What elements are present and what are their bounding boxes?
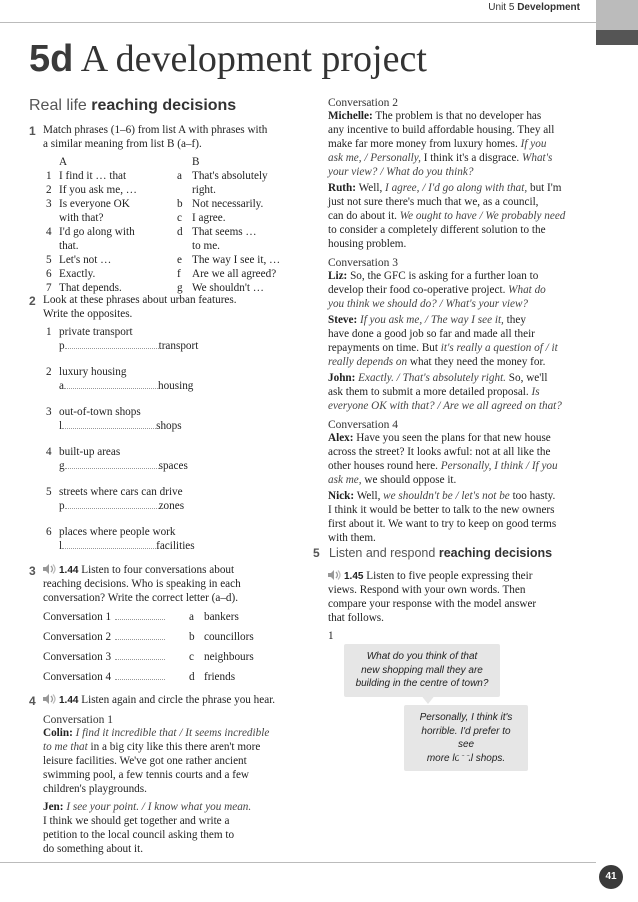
ex3-option-text: councillors bbox=[204, 631, 254, 643]
colin-choice-2[interactable]: to me that bbox=[43, 741, 88, 753]
ex1-instruction-2: a similar meaning from list B (a–f). bbox=[43, 138, 202, 150]
ex1-head-a: A bbox=[59, 156, 68, 168]
michelle-text-3: make far more money from luxury homes. bbox=[328, 138, 518, 150]
ex2-number: 2 bbox=[29, 294, 36, 308]
alex-choice-b[interactable]: ask me, bbox=[328, 474, 362, 486]
ex2-answer-line bbox=[59, 420, 182, 434]
conv3-line10 bbox=[328, 400, 562, 414]
audio-icon[interactable] bbox=[43, 564, 56, 574]
conv1-colin-line4: swimming pool, a few tennis courts and a few bbox=[43, 769, 249, 781]
conv3-line7 bbox=[328, 356, 545, 370]
ex2-item-number: 6 bbox=[46, 526, 52, 538]
ex2-item-phrase: out-of-town shops bbox=[59, 406, 141, 418]
unit-label bbox=[488, 2, 580, 14]
list-b-phrase: That seems … bbox=[192, 226, 257, 238]
ex3-number: 3 bbox=[29, 564, 36, 578]
john-choice-2a[interactable]: Is bbox=[531, 386, 540, 398]
ex3-instruction-2: reaching decisions. Who is speaking in each bbox=[43, 578, 241, 590]
list-b-phrase: We shouldn't … bbox=[192, 282, 264, 294]
ex5-instr1-text: Listen to five people expressing their bbox=[366, 570, 533, 582]
john-choice-2b[interactable]: everyone OK with that? / Are we all agreed on that? bbox=[328, 400, 562, 412]
list-a-number: 5 bbox=[46, 254, 52, 266]
ex3-conversation-label: Conversation 2 bbox=[43, 631, 112, 643]
conv3-line9 bbox=[328, 386, 540, 400]
ex4-number: 4 bbox=[29, 694, 36, 708]
ex3-conversation-row bbox=[43, 611, 165, 625]
conv4-line6: I think it would be better to talk to the new owners bbox=[328, 504, 555, 516]
conv1-colin-line1 bbox=[43, 727, 269, 741]
ex3-answer-blank[interactable] bbox=[115, 671, 165, 680]
michelle-choice-1a[interactable]: If you bbox=[520, 138, 547, 150]
ex4-instr-text: Listen again and circle the phrase you hear. bbox=[81, 694, 276, 706]
conv3-line8 bbox=[328, 372, 547, 386]
ex2-item-phrase: luxury housing bbox=[59, 366, 127, 378]
ex2-blank[interactable] bbox=[62, 540, 156, 549]
conv4-line3 bbox=[328, 460, 558, 474]
ruth-text-2: but I'm bbox=[529, 182, 562, 194]
ex2-rest-word: zones bbox=[158, 500, 185, 512]
list-b-phrase-cont: to me. bbox=[192, 240, 220, 252]
list-b-letter: a bbox=[177, 170, 182, 182]
colin-choice-1[interactable]: I find it incredible that / It seems incredible bbox=[75, 727, 270, 739]
ex2-blank[interactable] bbox=[64, 380, 158, 389]
ex5-instruction-1 bbox=[328, 570, 532, 584]
bubble1-line2: new shopping mall they are bbox=[361, 664, 483, 676]
ex3-conversation-row bbox=[43, 631, 165, 645]
list-a-phrase: Let's not … bbox=[59, 254, 112, 266]
list-a-phrase-cont: that. bbox=[59, 240, 79, 252]
conv4-line4 bbox=[328, 474, 456, 488]
michelle-text-1: The problem is that no developer has bbox=[375, 110, 542, 122]
steve-text-3: repayments on time. But bbox=[328, 342, 438, 354]
real-life-label: Real life bbox=[29, 97, 87, 114]
ex2-first-letter: p bbox=[59, 340, 65, 352]
alex-text-1: Have you seen the plans for that new house bbox=[356, 432, 551, 444]
conv2-line10: housing problem. bbox=[328, 238, 407, 250]
ex5-track: 1.45 bbox=[344, 571, 364, 582]
speaker-nick: Nick: bbox=[328, 490, 355, 502]
ex3-option-letter: a bbox=[189, 611, 194, 623]
ex2-item-number: 3 bbox=[46, 406, 52, 418]
ex3-conversation-label: Conversation 1 bbox=[43, 611, 112, 623]
list-a-phrase: I find it … that bbox=[59, 170, 127, 182]
ex2-first-letter: l bbox=[59, 540, 63, 552]
speaker-colin: Colin: bbox=[43, 727, 73, 739]
ex3-option-text: bankers bbox=[204, 611, 239, 623]
list-b-phrase: The way I see it, … bbox=[192, 254, 281, 266]
john-text-1: So, we'll bbox=[508, 372, 548, 384]
list-a-number: 4 bbox=[46, 226, 52, 238]
ex3-instruction-3: conversation? Write the correct letter (a–d). bbox=[43, 592, 239, 604]
header-rule bbox=[0, 22, 596, 23]
ex5-head-topic: reaching decisions bbox=[438, 546, 553, 560]
ex2-answer-line bbox=[59, 460, 188, 474]
ex5-instruction-4: that follows. bbox=[328, 612, 384, 624]
page-number: 41 bbox=[599, 865, 623, 889]
list-b-phrase: Are we all agreed? bbox=[192, 268, 277, 280]
michelle-text-4: I think it's a disgrace. bbox=[423, 152, 520, 164]
ex2-first-letter: l bbox=[59, 420, 63, 432]
list-a-number: 2 bbox=[46, 184, 52, 196]
ex2-instruction-1: Look at these phrases about urban features. bbox=[43, 294, 237, 306]
list-b-phrase: I agree. bbox=[192, 212, 226, 224]
alex-text-3: other houses round here. bbox=[328, 460, 438, 472]
liz-text-2: develop their food co-operative project. bbox=[328, 284, 506, 296]
speaker-jen: Jen: bbox=[43, 801, 64, 813]
nick-text-1: Well, bbox=[356, 490, 381, 502]
ex2-first-letter: g bbox=[59, 460, 65, 472]
liz-text-1: So, the GFC is asking for a further loan to bbox=[350, 270, 539, 282]
ex5-instruction-3: compare your response with the model answer bbox=[328, 598, 537, 610]
audio-icon[interactable] bbox=[43, 694, 56, 704]
ex3-track: 1.44 bbox=[59, 565, 79, 576]
conv3-line2 bbox=[328, 284, 546, 298]
michelle-choice-2a[interactable]: What's bbox=[522, 152, 553, 164]
ruth-text-1: Well, bbox=[358, 182, 383, 194]
conv1-jen-line1 bbox=[43, 801, 251, 815]
steve-choice-2a[interactable]: it's really a question of / it bbox=[440, 342, 558, 354]
bubble2-line3: more local shops. bbox=[426, 752, 506, 764]
list-a-phrase: Is everyone OK bbox=[59, 198, 130, 210]
list-a-phrase: Exactly. bbox=[59, 268, 96, 280]
conv1-jen-line4: do something about it. bbox=[43, 843, 144, 855]
real-life-topic: reaching decisions bbox=[91, 97, 237, 114]
list-a-phrase: That depends. bbox=[59, 282, 122, 294]
ex2-first-letter: p bbox=[59, 500, 65, 512]
speaker-liz: Liz: bbox=[328, 270, 348, 282]
lesson-number: 5d bbox=[29, 38, 74, 80]
bubble2-tail bbox=[456, 756, 472, 766]
steve-choice-1[interactable]: If you ask me, / The way I see it, bbox=[360, 314, 504, 326]
ex3-answer-blank[interactable] bbox=[115, 611, 165, 620]
bubble1-line1: What do you think of that bbox=[366, 651, 478, 662]
jen-choice[interactable]: I see your point. / I know what you mean. bbox=[66, 801, 252, 813]
real-life-heading bbox=[29, 96, 236, 116]
conv1-jen-line3: petition to the local council asking them to bbox=[43, 829, 235, 841]
alex-text-4: we should oppose it. bbox=[364, 474, 457, 486]
michelle-choice-1b[interactable]: ask me, / Personally, bbox=[328, 152, 421, 164]
liz-choice-a[interactable]: What do bbox=[508, 284, 546, 296]
ex2-rest-word: transport bbox=[158, 340, 199, 352]
list-a-number: 1 bbox=[46, 170, 52, 182]
conv3-line4 bbox=[328, 314, 526, 328]
list-b-letter: d bbox=[177, 226, 183, 238]
audio-icon[interactable] bbox=[328, 570, 341, 580]
bubble1-line3: building in the centre of town? bbox=[355, 678, 489, 689]
conv2-line4 bbox=[328, 152, 552, 166]
ex2-blank[interactable] bbox=[65, 340, 159, 349]
conv2-line3 bbox=[328, 138, 546, 152]
list-b-phrase: Not necessarily. bbox=[192, 198, 264, 210]
conv3-line1 bbox=[328, 270, 538, 284]
conv3-line3 bbox=[328, 298, 528, 312]
ruth-choice-2[interactable]: We ought to have / We probably need bbox=[399, 210, 566, 222]
ex2-item-phrase: private transport bbox=[59, 326, 133, 338]
header-tab-light bbox=[596, 0, 638, 30]
conv4-line8: with them. bbox=[328, 532, 376, 544]
ex1-instruction-1: Match phrases (1–6) from list A with phrases with bbox=[43, 124, 268, 136]
list-b-phrase: That's absolutely bbox=[192, 170, 268, 182]
conv4-line1 bbox=[328, 432, 551, 446]
ex3-instruction-1 bbox=[43, 564, 234, 578]
conv2-line1 bbox=[328, 110, 541, 124]
ex2-answer-line bbox=[59, 500, 184, 514]
list-a-number: 3 bbox=[46, 198, 52, 210]
ex3-answer-blank[interactable] bbox=[115, 651, 165, 660]
speaker-michelle: Michelle: bbox=[328, 110, 373, 122]
ex2-answer-line bbox=[59, 380, 193, 394]
list-a-phrase-cont: with that? bbox=[59, 212, 104, 224]
conv3-heading: Conversation 3 bbox=[328, 257, 398, 269]
nick-text-2: too hasty. bbox=[512, 490, 556, 502]
list-b-letter: c bbox=[177, 212, 182, 224]
steve-choice-2b[interactable]: really depends on bbox=[328, 356, 408, 368]
conv3-line6 bbox=[328, 342, 558, 356]
ex2-instruction-2: Write the opposites. bbox=[43, 308, 133, 320]
list-a-number: 7 bbox=[46, 282, 52, 294]
ex2-rest-word: facilities bbox=[156, 540, 195, 552]
conv4-line7: first about it. We want to try to keep on good terms bbox=[328, 518, 557, 530]
conv2-line5 bbox=[328, 166, 473, 180]
speaker-ruth: Ruth: bbox=[328, 182, 356, 194]
ex5-heading bbox=[329, 546, 552, 561]
ex3-option-text: friends bbox=[204, 671, 236, 683]
conv2-line6 bbox=[328, 182, 562, 196]
conv2-heading: Conversation 2 bbox=[328, 97, 398, 109]
ex5-instruction-2: views. Respond with your own words. Then bbox=[328, 584, 526, 596]
ex3-conversation-row bbox=[43, 671, 165, 685]
ex2-item-number: 2 bbox=[46, 366, 52, 378]
michelle-choice-2b[interactable]: your view? / What do you think? bbox=[328, 166, 474, 178]
conv4-heading: Conversation 4 bbox=[328, 419, 398, 431]
ex3-option-letter: b bbox=[189, 631, 195, 643]
ex3-answer-blank[interactable] bbox=[115, 631, 165, 640]
ex2-first-letter: a bbox=[59, 380, 64, 392]
ex5-item-number: 1 bbox=[328, 630, 334, 642]
ex2-blank[interactable] bbox=[65, 500, 159, 509]
conv1-colin-line3: leisure facilities. We've got one rather ancient bbox=[43, 755, 247, 767]
conv2-line9: to consider a completely different solution to the bbox=[328, 224, 546, 236]
page-title bbox=[29, 40, 427, 78]
ex3-option-text: neighbours bbox=[204, 651, 254, 663]
conv1-colin-line2 bbox=[43, 741, 260, 755]
ex1-number: 1 bbox=[29, 124, 36, 138]
ruth-text-3: can do about it. bbox=[328, 210, 397, 222]
john-text-2: ask them to submit a more detailed proposal. bbox=[328, 386, 529, 398]
conv1-jen-line2: I think we should get together and write a bbox=[43, 815, 230, 827]
colin-text-1: in a big city like this there aren't more bbox=[90, 741, 261, 753]
ex2-item-phrase: built-up areas bbox=[59, 446, 121, 458]
speaker-alex: Alex: bbox=[328, 432, 354, 444]
list-a-number: 6 bbox=[46, 268, 52, 280]
ex4-instruction bbox=[43, 694, 275, 708]
alex-choice-a[interactable]: Personally, I think / If you bbox=[440, 460, 558, 472]
list-b-letter: b bbox=[177, 198, 183, 210]
unit-name: Development bbox=[517, 2, 580, 13]
ex2-item-phrase: places where people work bbox=[59, 526, 176, 538]
ex2-answer-line bbox=[59, 540, 195, 554]
speaker-john: John: bbox=[328, 372, 356, 384]
bubble2-line1: Personally, I think it's bbox=[419, 712, 513, 723]
conv4-line5 bbox=[328, 490, 555, 504]
ex5-number: 5 bbox=[313, 546, 320, 560]
ex2-answer-line bbox=[59, 340, 198, 354]
ex5-head-label: Listen and respond bbox=[329, 546, 436, 560]
steve-text-4: what they need the money for. bbox=[409, 356, 546, 368]
ex2-item-phrase: streets where cars can drive bbox=[59, 486, 183, 498]
list-b-phrase-cont: right. bbox=[192, 184, 216, 196]
list-b-letter: f bbox=[177, 268, 181, 280]
ex2-item-number: 1 bbox=[46, 326, 52, 338]
ex2-item-number: 4 bbox=[46, 446, 52, 458]
ex4-track: 1.44 bbox=[59, 695, 79, 706]
speech-bubble-question bbox=[344, 644, 500, 697]
footer-rule bbox=[0, 862, 596, 863]
list-a-phrase: If you ask me, … bbox=[59, 184, 137, 196]
speaker-steve: Steve: bbox=[328, 314, 358, 326]
list-b-letter: e bbox=[177, 254, 182, 266]
nick-choice[interactable]: we shouldn't be / let's not be bbox=[383, 490, 510, 502]
conv3-line5: have done a good job so far and made all their bbox=[328, 328, 535, 340]
ex3-instr1-text: Listen to four conversations about bbox=[81, 564, 235, 576]
bubble2-line2: horrible. I'd prefer to see bbox=[421, 725, 511, 750]
liz-choice-b[interactable]: you think we should do? / What's your view? bbox=[328, 298, 529, 310]
ex2-rest-word: spaces bbox=[158, 460, 188, 472]
ex2-item-number: 5 bbox=[46, 486, 52, 498]
list-a-phrase: I'd go along with bbox=[59, 226, 135, 238]
ex2-blank[interactable] bbox=[62, 420, 156, 429]
ex1-head-b: B bbox=[192, 156, 200, 168]
ex3-conversation-row bbox=[43, 651, 165, 665]
conv2-line8 bbox=[328, 210, 565, 224]
ex3-conversation-label: Conversation 3 bbox=[43, 651, 112, 663]
conv4-line2: across the street? It looks awful: not at all like the bbox=[328, 446, 551, 458]
conv1-heading: Conversation 1 bbox=[43, 714, 113, 726]
ex3-option-letter: d bbox=[189, 671, 195, 683]
steve-text-1: they bbox=[506, 314, 526, 326]
john-choice-1[interactable]: Exactly. / That's absolutely right. bbox=[358, 372, 506, 384]
conv1-colin-line5: children's playgrounds. bbox=[43, 783, 147, 795]
ex2-rest-word: shops bbox=[156, 420, 182, 432]
unit-prefix: Unit 5 bbox=[488, 2, 515, 13]
bubble1-tail bbox=[420, 694, 436, 704]
ex2-blank[interactable] bbox=[65, 460, 159, 469]
list-b-letter: g bbox=[177, 282, 183, 294]
lesson-title: A development project bbox=[80, 38, 427, 80]
ex3-conversation-label: Conversation 4 bbox=[43, 671, 112, 683]
ruth-choice-1[interactable]: I agree, / I'd go along with that, bbox=[385, 182, 528, 194]
ex2-rest-word: housing bbox=[157, 380, 194, 392]
conv2-line7: just not sure there's much that we, as a council, bbox=[328, 196, 539, 208]
ex3-option-letter: c bbox=[189, 651, 194, 663]
conv2-line2: any incentive to build affordable housing. They all bbox=[328, 124, 555, 136]
